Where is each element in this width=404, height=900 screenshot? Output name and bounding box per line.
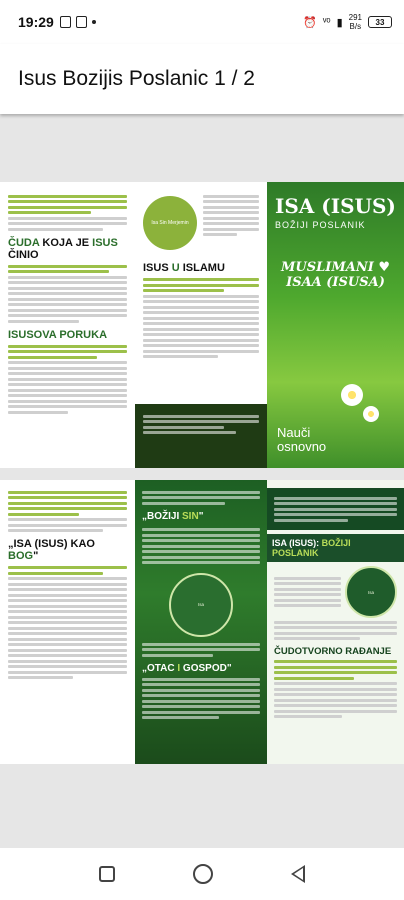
pdf-viewer[interactable] [0, 114, 404, 848]
cover-footer: Nauči osnovno [277, 425, 327, 454]
cover-subtitle: BOŽIJI POSLANIK [275, 220, 366, 230]
page1-cover [267, 182, 404, 468]
page2-heading-isa-as-god: „ISA (ISUS) KAO BOG" [8, 538, 95, 562]
status-bar [0, 0, 404, 44]
home-icon[interactable] [193, 864, 213, 884]
pdf-page-1[interactable] [0, 182, 404, 468]
contact-band [135, 404, 267, 468]
page1-column-1 [0, 182, 135, 468]
daisy-flower-icon [341, 384, 363, 406]
gallery-notification-icon [60, 16, 71, 28]
recent-apps-icon[interactable] [99, 866, 115, 882]
quote-ring: Isa [345, 566, 397, 618]
page1-heading-islam: ISUS U ISLAMU [143, 262, 225, 274]
document-title: Isus Bozijis Poslanic 1 / 2 [18, 67, 255, 90]
page1-heading-message: ISUSOVA PORUKA [8, 328, 108, 341]
back-icon[interactable] [291, 865, 305, 883]
alarm-icon: ⏰ [303, 16, 317, 29]
volte-icon: ᵛᵒ [322, 16, 331, 28]
sim-notification-icon [76, 16, 87, 28]
app-bar [0, 44, 404, 114]
page2-heading-miraculous-birth: ČUDOTVORNO RAĐANJE [274, 646, 392, 657]
network-speed: 291 B/s [348, 13, 362, 31]
cover-title: ISA (ISUS) [275, 194, 396, 218]
pdf-page-2[interactable] [0, 480, 404, 764]
battery-icon: 33 [368, 16, 392, 28]
signal-icon: ▮ [336, 16, 343, 29]
page2-column-3 [267, 480, 404, 764]
quote-circle: Isa Sin Merjemin [143, 196, 197, 250]
page2-column-1 [0, 480, 135, 764]
cover-banner: MUSLIMANI ♥ ISAA (ISUSA) [281, 260, 390, 290]
clock: 19:29 [18, 14, 54, 30]
daisy-flower-icon [363, 406, 379, 422]
page2-heading-father-lord: „OTAC I GOSPOD" [142, 662, 232, 674]
more-notifications-icon [92, 20, 96, 24]
page1-column-2 [135, 182, 267, 468]
quote-ring: Isa [169, 573, 233, 637]
page1-heading-miracles: ČUDA KOJA JE ISUS ČINIO [8, 236, 118, 261]
navigation-bar [0, 848, 404, 900]
page2-heading-son-of-god: „BOŽIJI SIN" [142, 510, 204, 522]
page2-column-2 [135, 480, 267, 764]
page2-banner: ISA (ISUS): BOŽIJI POSLANIK [267, 534, 404, 562]
